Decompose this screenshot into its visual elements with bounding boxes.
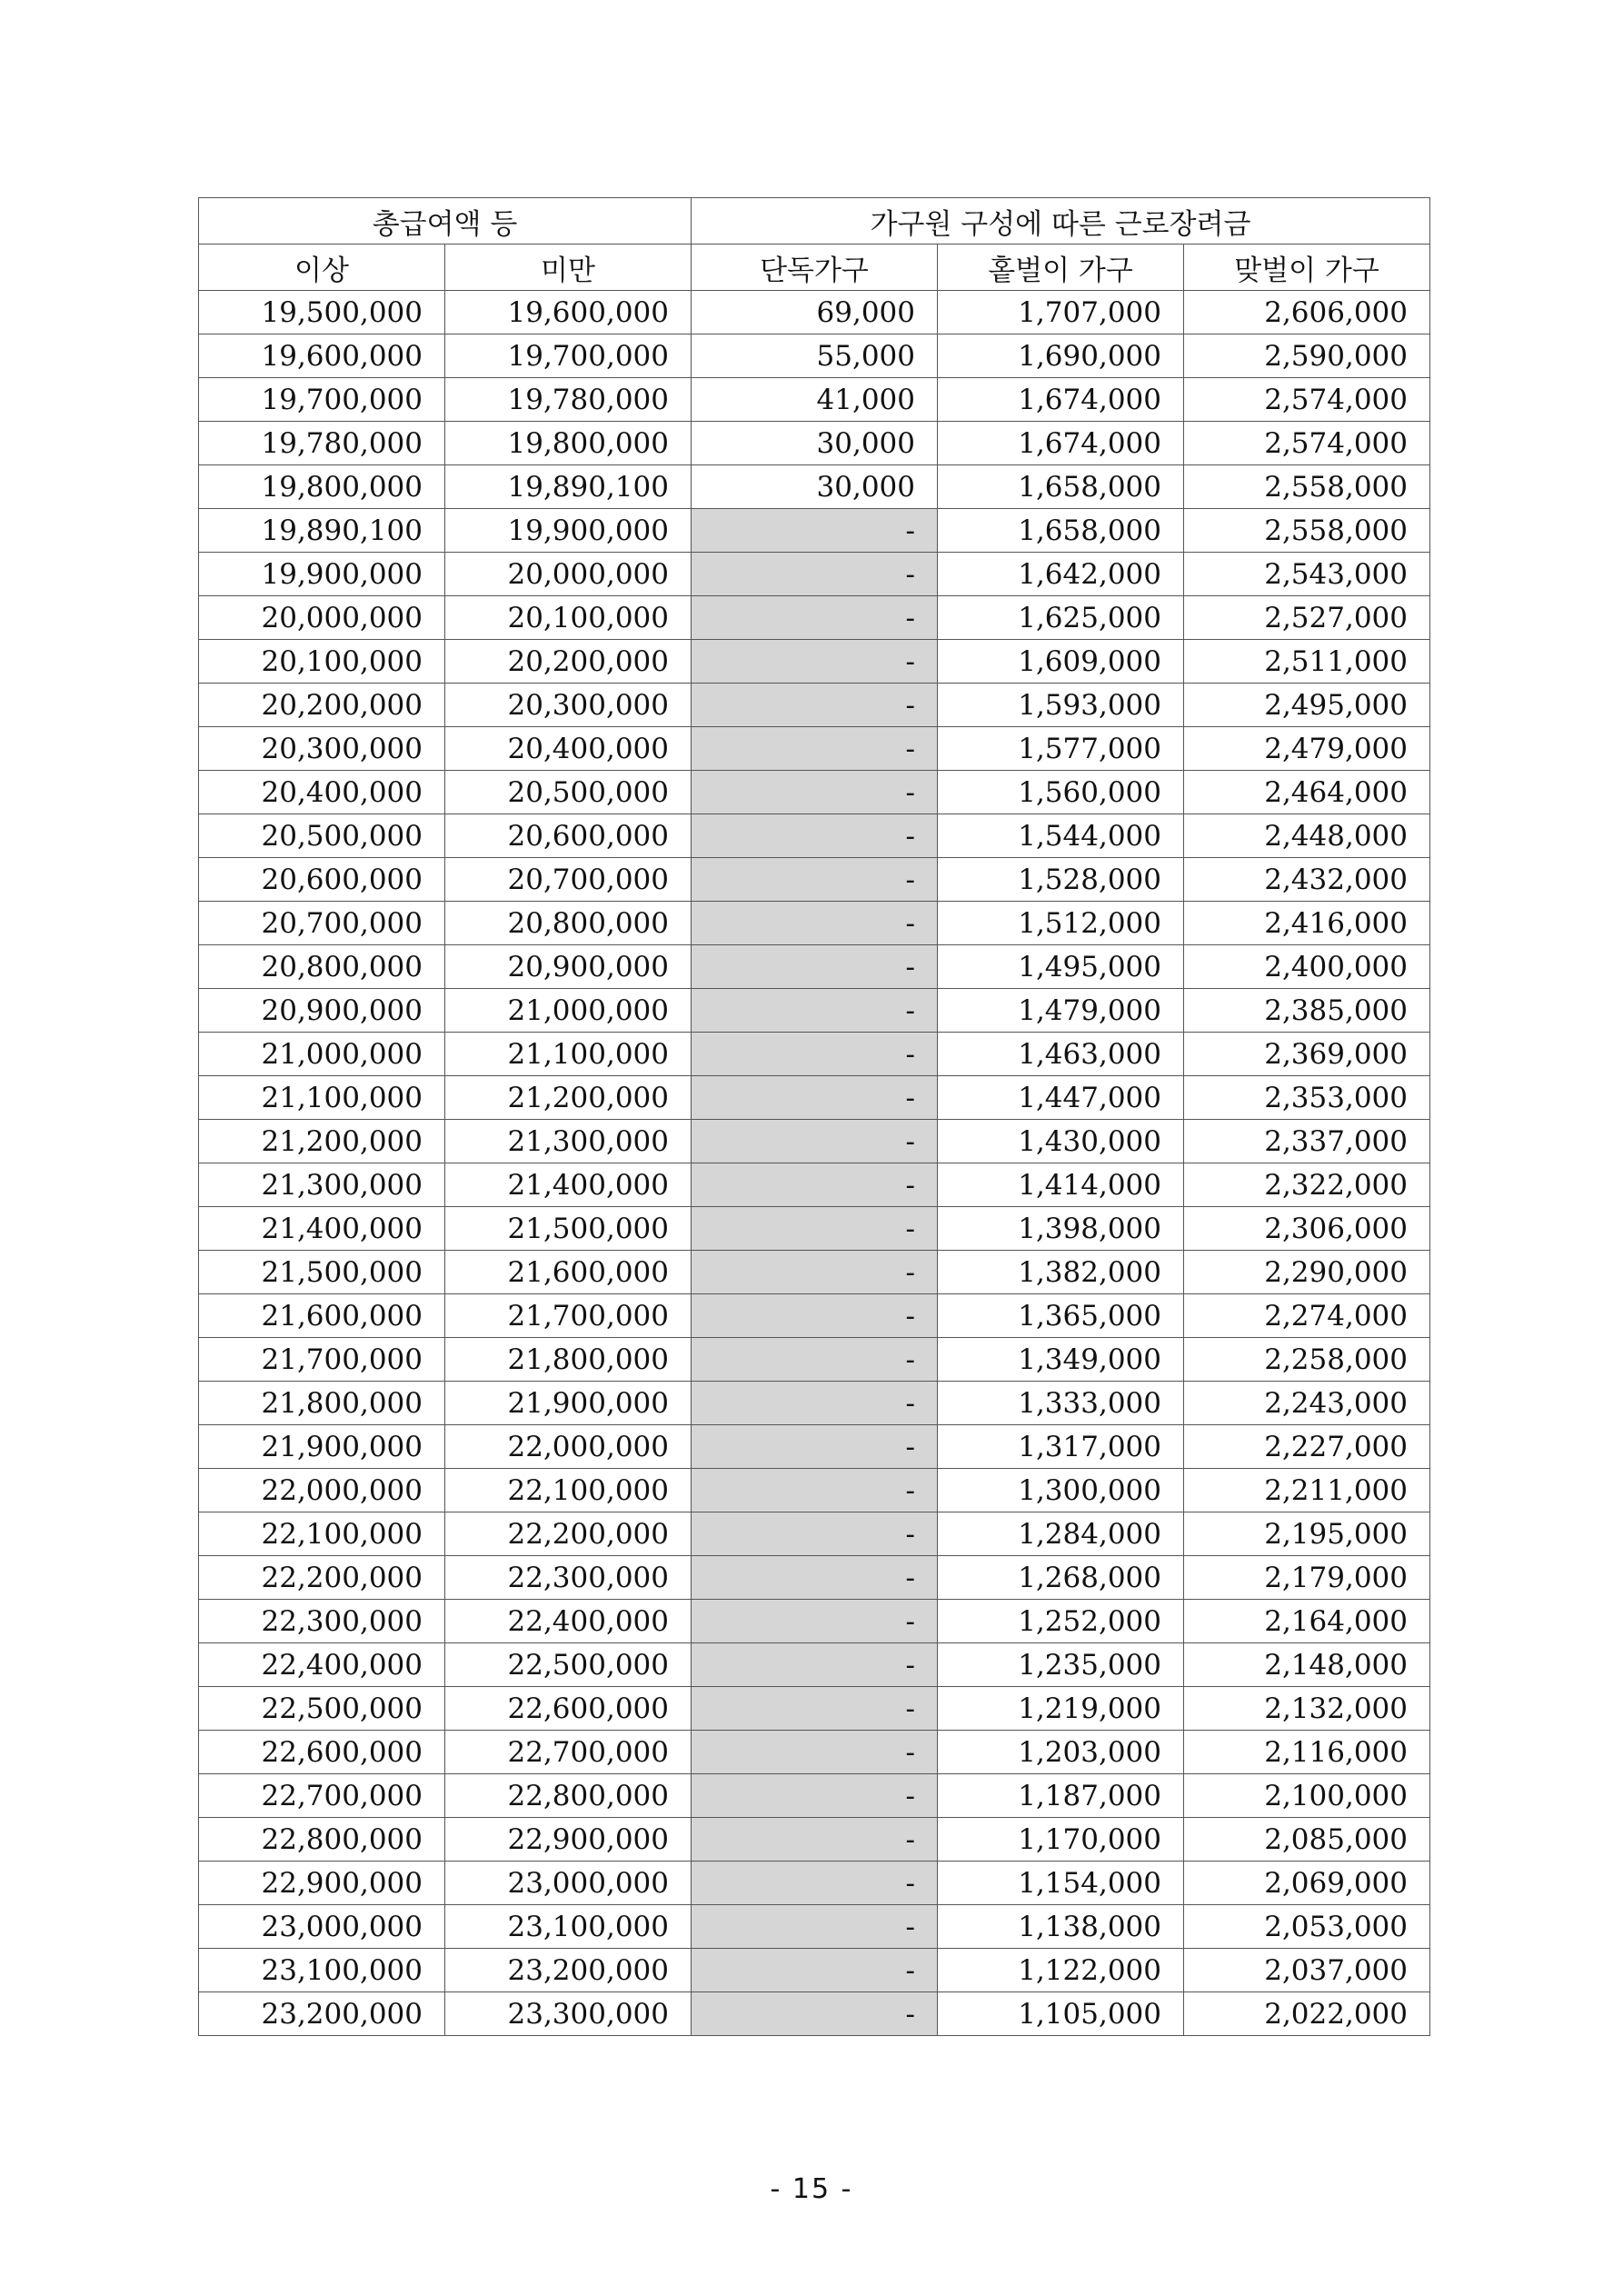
cell-single-earner: 1,398,000 [938, 1207, 1184, 1251]
cell-max: 21,400,000 [445, 1163, 692, 1207]
cell-single: - [692, 1120, 938, 1163]
cell-single-earner: 1,365,000 [938, 1294, 1184, 1338]
cell-max: 19,780,000 [445, 378, 692, 422]
header-row-group [199, 198, 1430, 245]
cell-single: - [692, 1338, 938, 1382]
cell-single-earner: 1,495,000 [938, 945, 1184, 989]
cell-min: 21,700,000 [199, 1338, 445, 1382]
cell-single: - [692, 1294, 938, 1338]
cell-max: 22,300,000 [445, 1556, 692, 1600]
cell-min: 19,600,000 [199, 334, 445, 378]
table-row [199, 989, 1430, 1033]
table-row [199, 1076, 1430, 1120]
header-max: 미만 [445, 245, 692, 291]
table-row [199, 465, 1430, 509]
cell-max: 22,700,000 [445, 1731, 692, 1774]
header-dual-earner-household: 맞벌이 가구 [1184, 245, 1430, 291]
table-row [199, 1687, 1430, 1731]
cell-min: 21,400,000 [199, 1207, 445, 1251]
cell-max: 23,100,000 [445, 1905, 692, 1949]
cell-dual-earner: 2,416,000 [1184, 902, 1430, 945]
cell-single-earner: 1,154,000 [938, 1862, 1184, 1905]
cell-max: 20,500,000 [445, 771, 692, 814]
cell-min: 22,000,000 [199, 1469, 445, 1512]
cell-single: 30,000 [692, 465, 938, 509]
cell-single: - [692, 1687, 938, 1731]
cell-min: 22,500,000 [199, 1687, 445, 1731]
cell-dual-earner: 2,606,000 [1184, 291, 1430, 334]
table-row [199, 1818, 1430, 1862]
cell-max: 22,000,000 [445, 1425, 692, 1469]
table-row [199, 771, 1430, 814]
cell-max: 23,300,000 [445, 1992, 692, 2036]
table-row [199, 1949, 1430, 1992]
cell-max: 22,900,000 [445, 1818, 692, 1862]
cell-single: - [692, 1425, 938, 1469]
cell-min: 20,300,000 [199, 727, 445, 771]
cell-min: 22,300,000 [199, 1600, 445, 1643]
cell-max: 21,600,000 [445, 1251, 692, 1294]
earned-income-credit-table [198, 197, 1430, 2036]
cell-single-earner: 1,105,000 [938, 1992, 1184, 2036]
cell-min: 22,800,000 [199, 1818, 445, 1862]
cell-max: 22,600,000 [445, 1687, 692, 1731]
cell-min: 20,600,000 [199, 858, 445, 902]
cell-min: 19,900,000 [199, 553, 445, 596]
cell-single: - [692, 727, 938, 771]
cell-min: 19,780,000 [199, 422, 445, 465]
cell-max: 20,300,000 [445, 684, 692, 727]
cell-max: 19,890,100 [445, 465, 692, 509]
cell-max: 22,200,000 [445, 1512, 692, 1556]
cell-min: 21,200,000 [199, 1120, 445, 1163]
table-row [199, 1382, 1430, 1425]
cell-single-earner: 1,170,000 [938, 1818, 1184, 1862]
cell-single-earner: 1,512,000 [938, 902, 1184, 945]
cell-max: 22,800,000 [445, 1774, 692, 1818]
cell-min: 20,200,000 [199, 684, 445, 727]
cell-single: - [692, 1163, 938, 1207]
cell-single: - [692, 553, 938, 596]
cell-dual-earner: 2,464,000 [1184, 771, 1430, 814]
cell-single-earner: 1,414,000 [938, 1163, 1184, 1207]
cell-dual-earner: 2,211,000 [1184, 1469, 1430, 1512]
header-row-columns [199, 245, 1430, 291]
cell-min: 23,200,000 [199, 1992, 445, 2036]
cell-dual-earner: 2,290,000 [1184, 1251, 1430, 1294]
cell-single: - [692, 1818, 938, 1862]
cell-dual-earner: 2,037,000 [1184, 1949, 1430, 1992]
cell-max: 21,100,000 [445, 1033, 692, 1076]
cell-single-earner: 1,333,000 [938, 1382, 1184, 1425]
cell-single: 69,000 [692, 291, 938, 334]
cell-max: 20,900,000 [445, 945, 692, 989]
cell-dual-earner: 2,558,000 [1184, 509, 1430, 553]
cell-single: - [692, 1774, 938, 1818]
cell-max: 20,400,000 [445, 727, 692, 771]
cell-max: 23,200,000 [445, 1949, 692, 1992]
cell-dual-earner: 2,085,000 [1184, 1818, 1430, 1862]
cell-min: 19,500,000 [199, 291, 445, 334]
cell-max: 19,900,000 [445, 509, 692, 553]
cell-max: 19,800,000 [445, 422, 692, 465]
cell-min: 21,500,000 [199, 1251, 445, 1294]
cell-min: 19,800,000 [199, 465, 445, 509]
cell-single-earner: 1,674,000 [938, 378, 1184, 422]
table-row [199, 1774, 1430, 1818]
table-row [199, 902, 1430, 945]
table-row [199, 814, 1430, 858]
cell-single: - [692, 902, 938, 945]
cell-single-earner: 1,382,000 [938, 1251, 1184, 1294]
cell-single-earner: 1,528,000 [938, 858, 1184, 902]
table-row [199, 1556, 1430, 1600]
table-row [199, 553, 1430, 596]
cell-single-earner: 1,235,000 [938, 1643, 1184, 1687]
table-row [199, 1862, 1430, 1905]
cell-single-earner: 1,674,000 [938, 422, 1184, 465]
cell-max: 22,400,000 [445, 1600, 692, 1643]
cell-single: - [692, 1469, 938, 1512]
page-number: - 15 - [770, 2173, 853, 2205]
cell-max: 21,200,000 [445, 1076, 692, 1120]
cell-dual-earner: 2,100,000 [1184, 1774, 1430, 1818]
cell-single-earner: 1,463,000 [938, 1033, 1184, 1076]
cell-max: 21,700,000 [445, 1294, 692, 1338]
cell-max: 19,700,000 [445, 334, 692, 378]
cell-min: 22,200,000 [199, 1556, 445, 1600]
cell-single: - [692, 1905, 938, 1949]
cell-dual-earner: 2,400,000 [1184, 945, 1430, 989]
table-row [199, 1425, 1430, 1469]
table-row [199, 1469, 1430, 1512]
cell-single-earner: 1,252,000 [938, 1600, 1184, 1643]
cell-max: 21,800,000 [445, 1338, 692, 1382]
cell-dual-earner: 2,385,000 [1184, 989, 1430, 1033]
cell-dual-earner: 2,337,000 [1184, 1120, 1430, 1163]
cell-max: 21,500,000 [445, 1207, 692, 1251]
cell-min: 20,100,000 [199, 640, 445, 684]
cell-dual-earner: 2,495,000 [1184, 684, 1430, 727]
table-row [199, 596, 1430, 640]
table-header [199, 198, 1430, 291]
cell-single-earner: 1,593,000 [938, 684, 1184, 727]
cell-dual-earner: 2,164,000 [1184, 1600, 1430, 1643]
cell-single: 41,000 [692, 378, 938, 422]
cell-dual-earner: 2,590,000 [1184, 334, 1430, 378]
table-row [199, 1731, 1430, 1774]
cell-dual-earner: 2,116,000 [1184, 1731, 1430, 1774]
cell-max: 20,100,000 [445, 596, 692, 640]
cell-dual-earner: 2,574,000 [1184, 422, 1430, 465]
cell-single: - [692, 858, 938, 902]
table-row [199, 1120, 1430, 1163]
cell-dual-earner: 2,322,000 [1184, 1163, 1430, 1207]
table-row [199, 640, 1430, 684]
cell-min: 22,600,000 [199, 1731, 445, 1774]
cell-single: 30,000 [692, 422, 938, 465]
cell-dual-earner: 2,511,000 [1184, 640, 1430, 684]
cell-dual-earner: 2,179,000 [1184, 1556, 1430, 1600]
cell-single: - [692, 1862, 938, 1905]
cell-min: 20,000,000 [199, 596, 445, 640]
table-row [199, 422, 1430, 465]
cell-max: 20,700,000 [445, 858, 692, 902]
cell-single-earner: 1,625,000 [938, 596, 1184, 640]
cell-dual-earner: 2,574,000 [1184, 378, 1430, 422]
header-min: 이상 [199, 245, 445, 291]
cell-min: 23,000,000 [199, 1905, 445, 1949]
table-row [199, 858, 1430, 902]
cell-single: - [692, 509, 938, 553]
cell-max: 22,100,000 [445, 1469, 692, 1512]
cell-max: 21,300,000 [445, 1120, 692, 1163]
cell-min: 22,900,000 [199, 1862, 445, 1905]
table-row [199, 1992, 1430, 2036]
cell-single-earner: 1,690,000 [938, 334, 1184, 378]
cell-single-earner: 1,658,000 [938, 465, 1184, 509]
cell-single-earner: 1,317,000 [938, 1425, 1184, 1469]
table-row [199, 945, 1430, 989]
cell-single: - [692, 771, 938, 814]
cell-dual-earner: 2,053,000 [1184, 1905, 1430, 1949]
cell-single-earner: 1,349,000 [938, 1338, 1184, 1382]
cell-max: 20,000,000 [445, 553, 692, 596]
cell-single-earner: 1,203,000 [938, 1731, 1184, 1774]
cell-single: - [692, 1251, 938, 1294]
cell-max: 20,200,000 [445, 640, 692, 684]
cell-dual-earner: 2,069,000 [1184, 1862, 1430, 1905]
cell-dual-earner: 2,258,000 [1184, 1338, 1430, 1382]
cell-single: - [692, 1949, 938, 1992]
cell-max: 20,600,000 [445, 814, 692, 858]
cell-single: - [692, 684, 938, 727]
cell-min: 21,800,000 [199, 1382, 445, 1425]
cell-min: 22,700,000 [199, 1774, 445, 1818]
table-row [199, 727, 1430, 771]
cell-single-earner: 1,609,000 [938, 640, 1184, 684]
cell-single: 55,000 [692, 334, 938, 378]
cell-single-earner: 1,284,000 [938, 1512, 1184, 1556]
cell-dual-earner: 2,148,000 [1184, 1643, 1430, 1687]
cell-dual-earner: 2,195,000 [1184, 1512, 1430, 1556]
cell-dual-earner: 2,227,000 [1184, 1425, 1430, 1469]
cell-single-earner: 1,642,000 [938, 553, 1184, 596]
cell-min: 21,900,000 [199, 1425, 445, 1469]
table-row [199, 1163, 1430, 1207]
cell-dual-earner: 2,022,000 [1184, 1992, 1430, 2036]
cell-single-earner: 1,187,000 [938, 1774, 1184, 1818]
cell-single: - [692, 1731, 938, 1774]
cell-min: 22,100,000 [199, 1512, 445, 1556]
cell-max: 21,000,000 [445, 989, 692, 1033]
cell-dual-earner: 2,432,000 [1184, 858, 1430, 902]
cell-min: 20,800,000 [199, 945, 445, 989]
cell-dual-earner: 2,243,000 [1184, 1382, 1430, 1425]
table-row [199, 1905, 1430, 1949]
cell-single-earner: 1,479,000 [938, 989, 1184, 1033]
cell-dual-earner: 2,543,000 [1184, 553, 1430, 596]
cell-single-earner: 1,219,000 [938, 1687, 1184, 1731]
table-row [199, 1512, 1430, 1556]
table-row [199, 1207, 1430, 1251]
header-single-household: 단독가구 [692, 245, 938, 291]
cell-min: 21,300,000 [199, 1163, 445, 1207]
cell-dual-earner: 2,369,000 [1184, 1033, 1430, 1076]
cell-dual-earner: 2,527,000 [1184, 596, 1430, 640]
cell-min: 23,100,000 [199, 1949, 445, 1992]
header-total-income: 총급여액 등 [199, 198, 692, 245]
cell-single: - [692, 1076, 938, 1120]
cell-single-earner: 1,544,000 [938, 814, 1184, 858]
cell-dual-earner: 2,306,000 [1184, 1207, 1430, 1251]
cell-max: 22,500,000 [445, 1643, 692, 1687]
cell-single: - [692, 640, 938, 684]
cell-dual-earner: 2,558,000 [1184, 465, 1430, 509]
cell-single: - [692, 1992, 938, 2036]
table-row [199, 291, 1430, 334]
cell-single-earner: 1,577,000 [938, 727, 1184, 771]
table-row [199, 1033, 1430, 1076]
cell-single: - [692, 1643, 938, 1687]
table-body [199, 291, 1430, 2036]
cell-single: - [692, 989, 938, 1033]
cell-single-earner: 1,268,000 [938, 1556, 1184, 1600]
table-row [199, 684, 1430, 727]
cell-single: - [692, 1600, 938, 1643]
cell-dual-earner: 2,132,000 [1184, 1687, 1430, 1731]
cell-single-earner: 1,447,000 [938, 1076, 1184, 1120]
cell-single-earner: 1,300,000 [938, 1469, 1184, 1512]
cell-single: - [692, 1382, 938, 1425]
table-row [199, 378, 1430, 422]
cell-min: 21,000,000 [199, 1033, 445, 1076]
cell-dual-earner: 2,479,000 [1184, 727, 1430, 771]
cell-single-earner: 1,658,000 [938, 509, 1184, 553]
cell-max: 20,800,000 [445, 902, 692, 945]
header-credit-by-household: 가구원 구성에 따른 근로장려금 [692, 198, 1430, 245]
cell-single: - [692, 1512, 938, 1556]
cell-single-earner: 1,138,000 [938, 1905, 1184, 1949]
cell-dual-earner: 2,274,000 [1184, 1294, 1430, 1338]
cell-min: 21,100,000 [199, 1076, 445, 1120]
table-row [199, 1643, 1430, 1687]
cell-single-earner: 1,707,000 [938, 291, 1184, 334]
table-row [199, 1338, 1430, 1382]
table-row [199, 1600, 1430, 1643]
cell-single: - [692, 1556, 938, 1600]
cell-min: 19,890,100 [199, 509, 445, 553]
cell-single-earner: 1,560,000 [938, 771, 1184, 814]
cell-min: 20,500,000 [199, 814, 445, 858]
cell-min: 22,400,000 [199, 1643, 445, 1687]
cell-min: 21,600,000 [199, 1294, 445, 1338]
table-row [199, 1294, 1430, 1338]
cell-single: - [692, 814, 938, 858]
cell-max: 21,900,000 [445, 1382, 692, 1425]
cell-min: 19,700,000 [199, 378, 445, 422]
cell-max: 23,000,000 [445, 1862, 692, 1905]
cell-dual-earner: 2,353,000 [1184, 1076, 1430, 1120]
cell-single: - [692, 596, 938, 640]
cell-single: - [692, 945, 938, 989]
table-row [199, 1251, 1430, 1294]
cell-single: - [692, 1207, 938, 1251]
cell-min: 20,900,000 [199, 989, 445, 1033]
cell-min: 20,400,000 [199, 771, 445, 814]
cell-max: 19,600,000 [445, 291, 692, 334]
cell-dual-earner: 2,448,000 [1184, 814, 1430, 858]
header-single-earner-household: 홑벌이 가구 [938, 245, 1184, 291]
table-row [199, 509, 1430, 553]
cell-single: - [692, 1033, 938, 1076]
cell-min: 20,700,000 [199, 902, 445, 945]
cell-single-earner: 1,122,000 [938, 1949, 1184, 1992]
cell-single-earner: 1,430,000 [938, 1120, 1184, 1163]
table-row [199, 334, 1430, 378]
